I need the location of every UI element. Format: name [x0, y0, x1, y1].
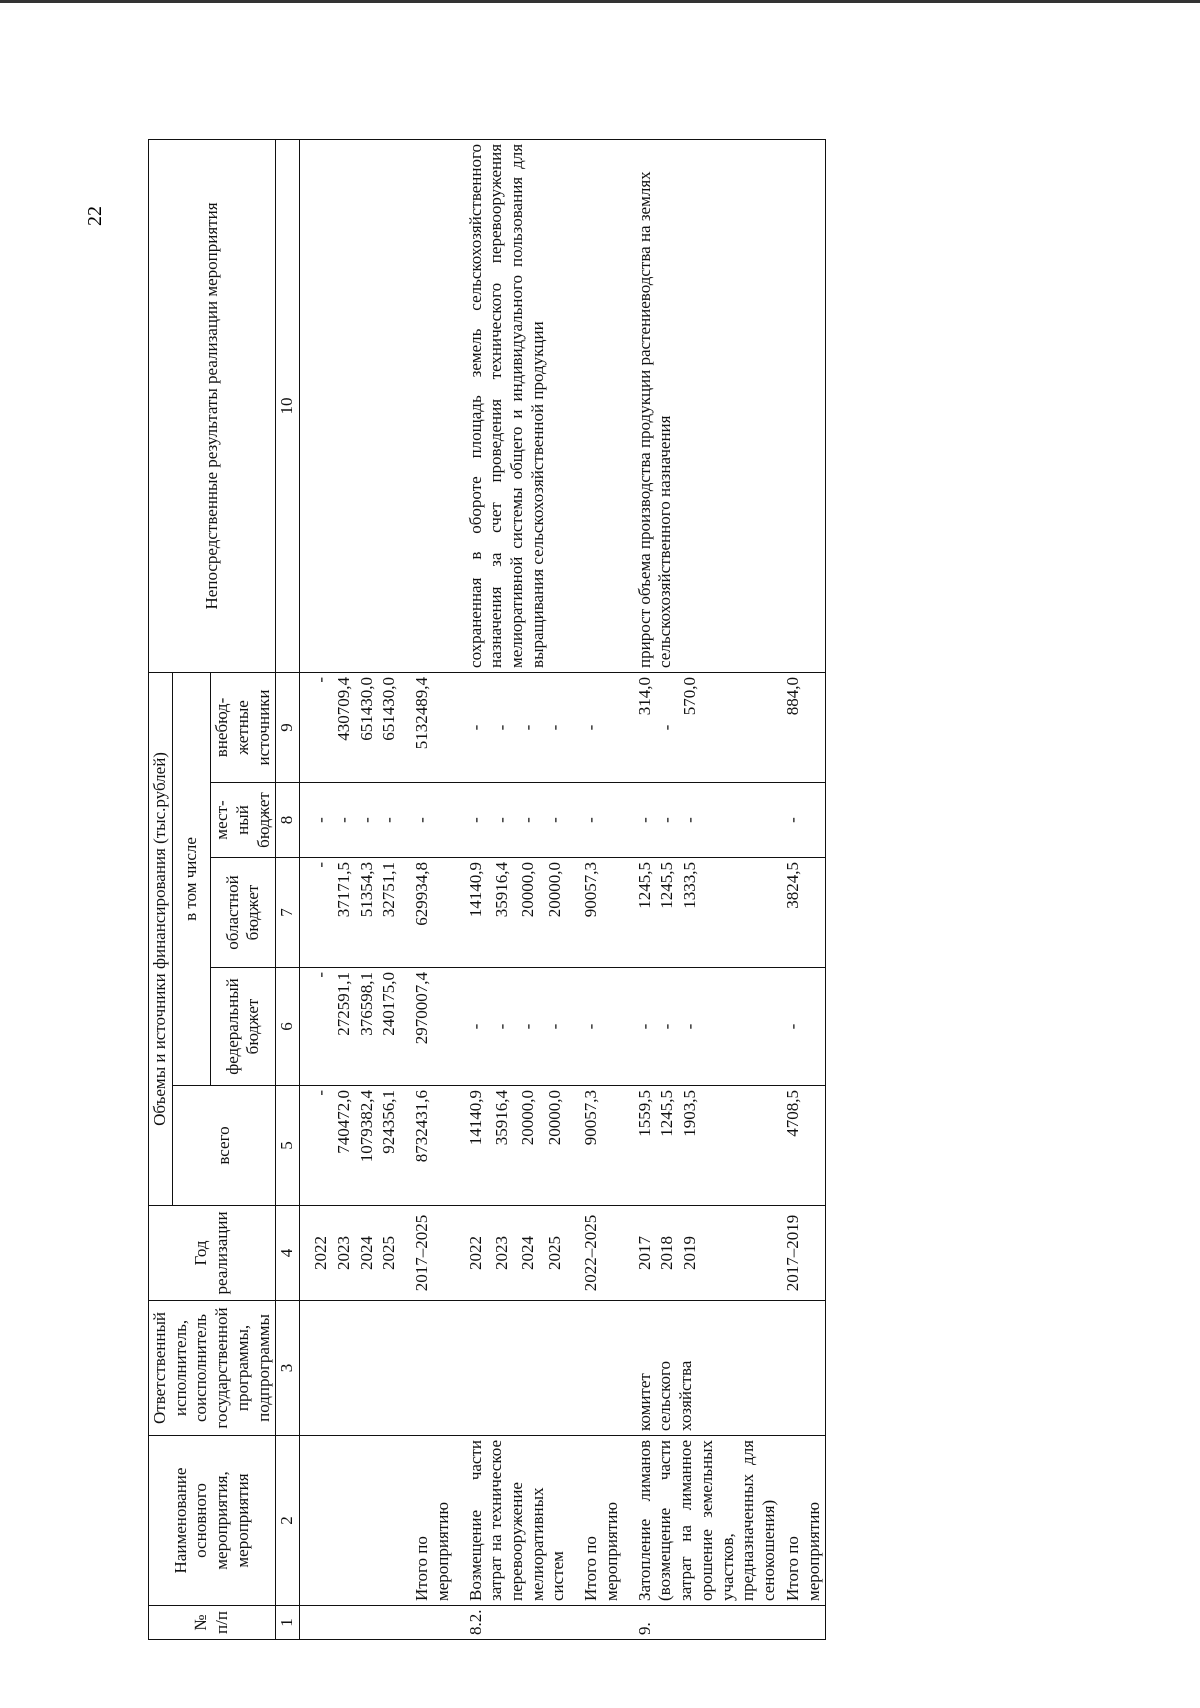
column-number: 2: [276, 1436, 300, 1606]
year-cell: 2022: [465, 1206, 491, 1301]
page-number: 22: [84, 206, 106, 226]
offbudget-cell: 314,0: [634, 672, 657, 782]
itogo-offbudget: 884,0: [782, 672, 826, 782]
total-cell: 1559,5: [634, 1086, 657, 1206]
result-text: сохраненная в обороте площадь земель сельскохозяйственного назначения за счет проведения технического перевооружения мелиоративной системы общего и индивидуального пользования для выращивания сельскохозяйственной продукции: [465, 139, 624, 672]
header-including: в том числе: [172, 672, 210, 1085]
total-cell: 20000,0: [517, 1086, 543, 1206]
federal-cell: -: [310, 968, 333, 1086]
header-local: мест-ный бюджет: [211, 783, 276, 858]
regional-cell: 20000,0: [517, 858, 543, 968]
local-cell: -: [356, 783, 379, 858]
header-executor: Ответственный исполнитель, соисполнитель государственной программы, подпрограммы: [149, 1301, 276, 1436]
local-cell: -: [378, 783, 401, 858]
local-cell: -: [517, 783, 543, 858]
regional-cell: 1245,5: [634, 858, 657, 968]
itogo-local: -: [782, 783, 826, 858]
local-cell: -: [310, 783, 333, 858]
column-number: 1: [276, 1606, 300, 1640]
local-cell: -: [679, 783, 702, 858]
year-cell: 2025: [378, 1206, 401, 1301]
total-cell: 20000,0: [544, 1086, 570, 1206]
scan-top-edge: [0, 0, 1200, 3]
local-cell: -: [634, 783, 657, 858]
offbudget-cell: -: [544, 672, 570, 782]
total-cell: 35916,4: [491, 1086, 517, 1206]
offbudget-cell: -: [465, 672, 491, 782]
itogo-row: [782, 139, 826, 1639]
itogo-label: Итого по мероприятию: [782, 1436, 826, 1606]
federal-cell: -: [679, 968, 702, 1086]
header-total: всего: [172, 1086, 276, 1206]
column-number: 5: [276, 1086, 300, 1206]
federal-cell: -: [517, 968, 543, 1086]
offbudget-cell: 430709,4: [333, 672, 356, 782]
itogo-local: -: [580, 783, 623, 858]
regional-cell: 14140,9: [465, 858, 491, 968]
itogo-regional: 90057,3: [580, 858, 623, 968]
year-cell: 2024: [517, 1206, 543, 1301]
offbudget-cell: -: [517, 672, 543, 782]
itogo-years: 2022–2025: [580, 1206, 623, 1301]
local-cell: -: [465, 783, 491, 858]
itogo-years: 2017–2025: [411, 1206, 454, 1301]
year-cell: 2018: [656, 1206, 679, 1301]
itogo-offbudget: -: [580, 672, 623, 782]
row-number: 8.2.: [465, 1606, 571, 1640]
federal-cell: 240175,0: [378, 968, 401, 1086]
itogo-row: [411, 139, 454, 1639]
table-row: [333, 139, 356, 1639]
regional-cell: -: [310, 858, 333, 968]
header-offbudget: внебюд-жетные источники: [211, 672, 276, 782]
year-cell: 2022: [310, 1206, 333, 1301]
itogo-regional: 3824,5: [782, 858, 826, 968]
executor-text: комитет сельского хозяйства: [634, 1301, 782, 1436]
total-cell: 1245,5: [656, 1086, 679, 1206]
federal-cell: -: [544, 968, 570, 1086]
offbudget-cell: -: [310, 672, 333, 782]
regional-cell: 1245,5: [656, 858, 679, 968]
header-num: № п/п: [149, 1606, 276, 1640]
itogo-federal: -: [782, 968, 826, 1086]
result-text: прирост объема производства продукции растениеводства на землях сельскохозяйственного назначения: [634, 139, 782, 672]
table-row: [634, 139, 657, 1639]
offbudget-cell: -: [656, 672, 679, 782]
federal-cell: -: [491, 968, 517, 1086]
regional-cell: 20000,0: [544, 858, 570, 968]
table-row: [356, 139, 379, 1639]
header-name: Наименование основного мероприятия, мероприятия: [149, 1436, 276, 1606]
itogo-local: -: [411, 783, 454, 858]
table-row: [378, 139, 401, 1639]
itogo-total: 90057,3: [580, 1086, 623, 1206]
offbudget-cell: 651430,0: [378, 672, 401, 782]
financing-table: [148, 139, 826, 1640]
total-cell: 924356,1: [378, 1086, 401, 1206]
itogo-total: 4708,5: [782, 1086, 826, 1206]
itogo-label: Итого по мероприятию: [411, 1436, 454, 1606]
column-number: 4: [276, 1206, 300, 1301]
regional-cell: 35916,4: [491, 858, 517, 968]
column-number: 6: [276, 968, 300, 1086]
total-cell: -: [310, 1086, 333, 1206]
header-result: Непосредственные результаты реализации мероприятия: [149, 139, 276, 672]
itogo-label: Итого по мероприятию: [580, 1436, 623, 1606]
column-number: 10: [276, 139, 300, 672]
year-cell: 2023: [491, 1206, 517, 1301]
year-cell: 2024: [356, 1206, 379, 1301]
itogo-federal: -: [580, 968, 623, 1086]
column-number: 8: [276, 783, 300, 858]
federal-cell: 272591,1: [333, 968, 356, 1086]
year-cell: 2017: [634, 1206, 657, 1301]
federal-cell: -: [656, 968, 679, 1086]
total-cell: 1079382,4: [356, 1086, 379, 1206]
federal-cell: 376598,1: [356, 968, 379, 1086]
regional-cell: 32751,1: [378, 858, 401, 968]
itogo-federal: 2970007,4: [411, 968, 454, 1086]
offbudget-cell: -: [491, 672, 517, 782]
itogo-years: 2017–2019: [782, 1206, 826, 1301]
itogo-total: 8732431,6: [411, 1086, 454, 1206]
itogo-regional: 629934,8: [411, 858, 454, 968]
total-cell: 740472,0: [333, 1086, 356, 1206]
offbudget-cell: 570,0: [679, 672, 702, 782]
header-federal: федеральный бюджет: [211, 968, 276, 1086]
regional-cell: 51354,3: [356, 858, 379, 968]
offbudget-cell: 651430,0: [356, 672, 379, 782]
table-row: [465, 139, 491, 1639]
header-year: Год реализации: [149, 1206, 276, 1301]
federal-cell: -: [465, 968, 491, 1086]
year-cell: 2025: [544, 1206, 570, 1301]
measure-name: Возмещение части затрат на техническое перевооружение мелиоративных систем: [465, 1436, 571, 1606]
year-cell: 2019: [679, 1206, 702, 1301]
row-number: 9.: [634, 1606, 782, 1640]
column-number: 3: [276, 1301, 300, 1436]
total-cell: 14140,9: [465, 1086, 491, 1206]
rotated-table-container: [148, 80, 1188, 1640]
header-financing: Объемы и источники финансирования (тыс.рублей): [149, 672, 173, 1205]
column-number-row: [276, 139, 300, 1639]
local-cell: -: [333, 783, 356, 858]
regional-cell: 37171,5: [333, 858, 356, 968]
local-cell: -: [544, 783, 570, 858]
local-cell: -: [491, 783, 517, 858]
itogo-offbudget: 5132489,4: [411, 672, 454, 782]
regional-cell: 1333,5: [679, 858, 702, 968]
column-number: 9: [276, 672, 300, 782]
federal-cell: -: [634, 968, 657, 1086]
column-number: 7: [276, 858, 300, 968]
year-cell: 2023: [333, 1206, 356, 1301]
total-cell: 1903,5: [679, 1086, 702, 1206]
table-row: [310, 139, 333, 1639]
header-regional: областной бюджет: [211, 858, 276, 968]
local-cell: -: [656, 783, 679, 858]
measure-name: Затопление лиманов (возмещение части затрат на лиманное орошение земельных участков, предназначенных для сенокошения): [634, 1436, 782, 1606]
